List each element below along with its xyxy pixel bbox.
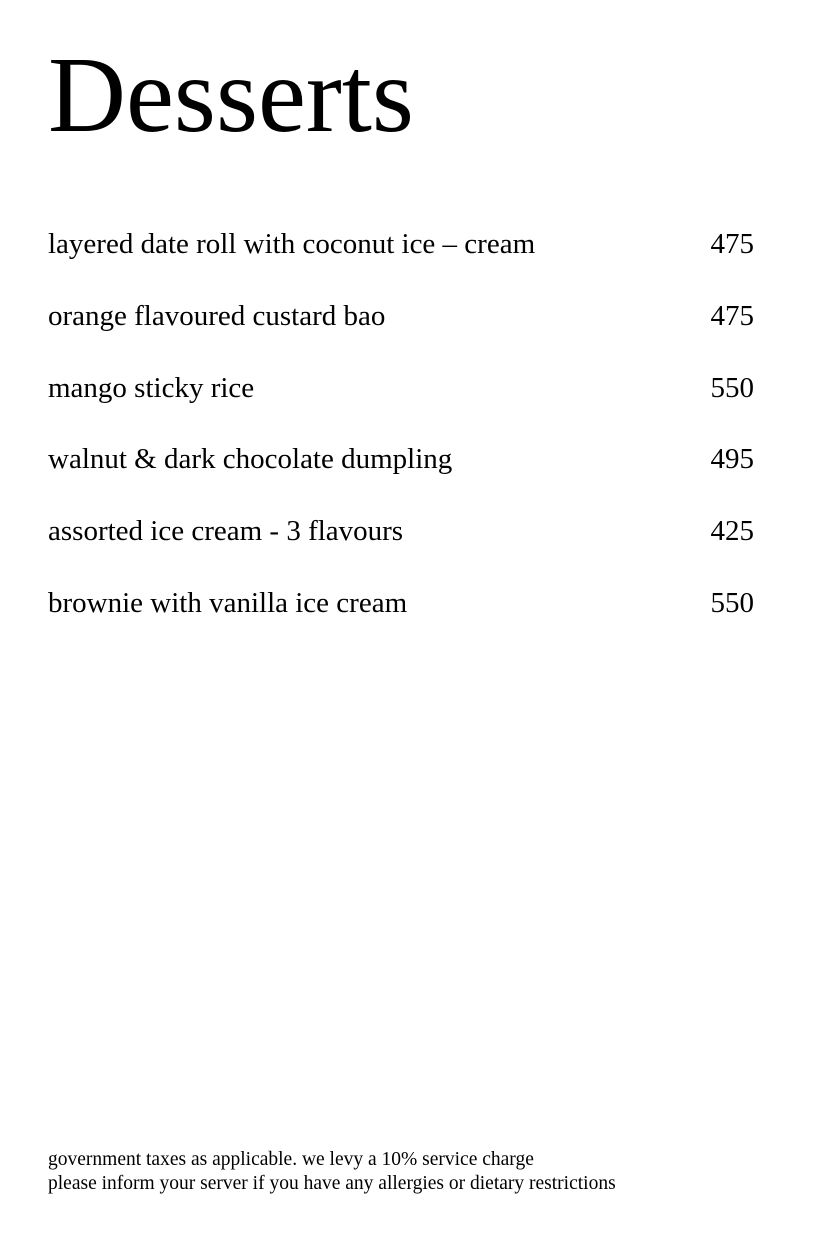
item-name: layered date roll with coconut ice – cream	[48, 228, 536, 260]
allergy-note: please inform your server if you have any allergies or dietary restrictions	[48, 1173, 616, 1194]
item-price: 475	[710, 299, 754, 332]
item-price: 425	[710, 515, 754, 548]
item-name: brownie with vanilla ice cream	[48, 586, 408, 619]
service-charge-note: government taxes as applicable. we levy a 10% service charge	[48, 1149, 534, 1170]
item-price: 550	[710, 586, 754, 619]
item-price: 550	[710, 371, 754, 404]
list-item	[48, 439, 754, 511]
item-name: assorted ice cream - 3 flavours	[48, 515, 404, 548]
page-title: Desserts	[48, 36, 414, 155]
list-item	[48, 368, 754, 440]
list-item	[48, 296, 754, 368]
list-item	[48, 224, 754, 296]
item-name: orange flavoured custard bao	[48, 299, 386, 332]
list-item	[48, 511, 754, 583]
dessert-list	[48, 224, 754, 655]
item-price: 495	[710, 443, 754, 476]
footer-notes	[48, 1148, 616, 1196]
item-name: mango sticky rice	[48, 371, 255, 404]
item-price: 475	[710, 228, 754, 260]
list-item	[48, 583, 754, 655]
item-name: walnut & dark chocolate dumpling	[48, 443, 453, 476]
